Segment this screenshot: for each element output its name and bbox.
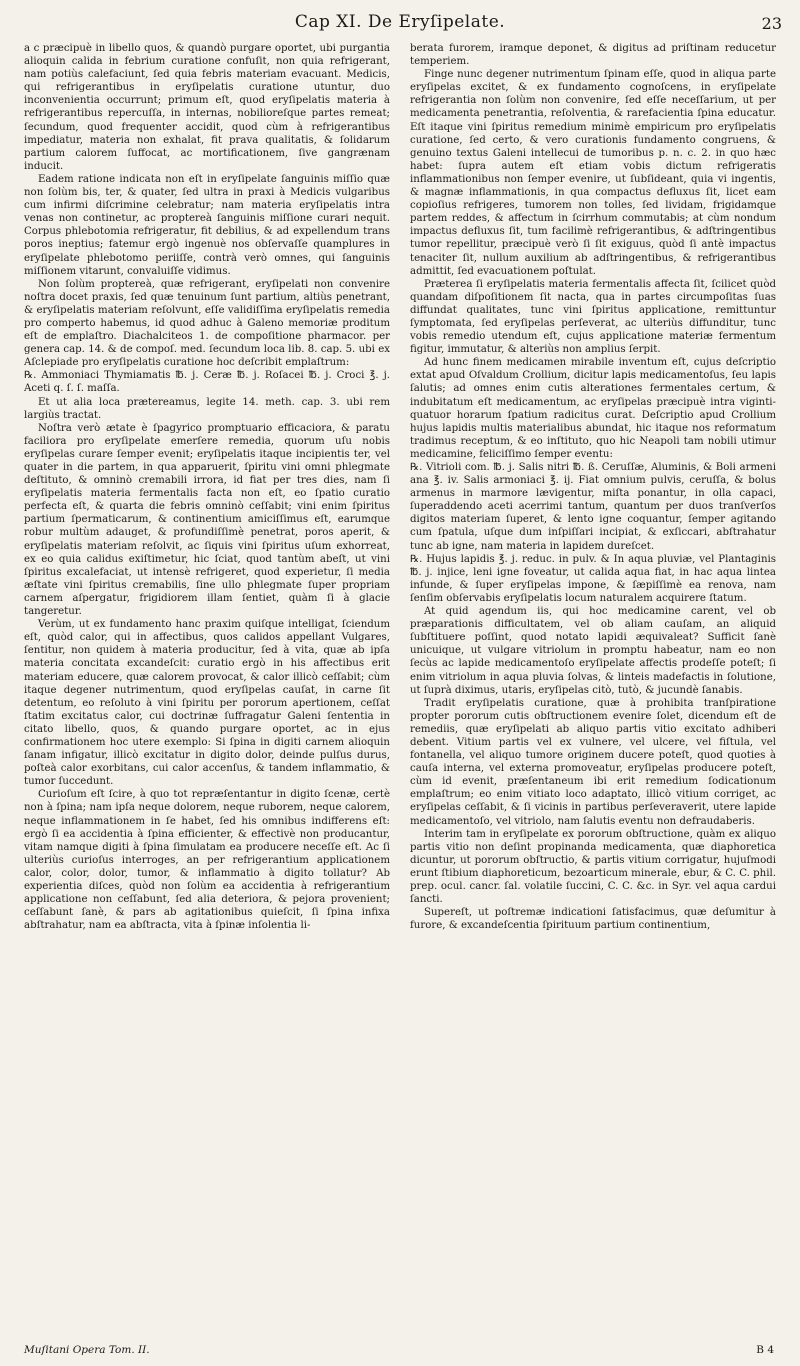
recipe-paragraph: ℞. Vitrioli com. ℔. j. Salis nitri ℔. ß. Ceruſſæ, Aluminis, & Boli armeni ana ℥. iv. Salis armoniaci ℥. ij. Fiat omnium pulvis, ceruſſa, & bolus armenus in marmore lævigentur, miſta ponantur, in olla capaci, ſuperaddendo aceti acerrimi tantum, quantum per duos tranſverſos digitos materiam ſuperet, & lento igne coquantur, ſemper agitando cum ſpatula, uſque dum inſpiſſari incipiat, & exſiccari, abſtrahatur tunc ab igne, nam materia in lapidem dureſcet.	[410, 462, 776, 552]
signature-mark: B 4	[756, 1344, 774, 1356]
page-number: 23	[761, 14, 782, 33]
left-column	[24, 42, 390, 1342]
running-header	[0, 12, 800, 38]
right-column	[410, 42, 776, 1342]
paragraph: Noſtra verò ætate è ſpagyrico promptuario efficaciora, & paratu faciliora pro eryſipelate emerſere remedia, quorum uſu nobis eryſipelas curare ſemper evenit; eryſipelatis itaque incipientis ter, vel quater in die partem, in qua apparuerit, ſpiritu vini omni phlegmate deſtituto, & omninò cremabili irrora, id fiat per tres dies, nam ſi eryſipelatis materia fermentalis facta non eſt, eo ſpatio curatio perfecta eſt, & quarta die febris omninò ceſſabit; vini enim ſpiritus partium ſpermaticarum, & continentium amiciſſimus eſt, earumque robur multùm adauget, & profundiſſimè penetrat, poros aperit, & eryſipelatis materiam reſolvit, ac ſiquis vini ſpiritus uſum exhorreat, ex eo quia calidus exiſtimetur, hic ſciat, quod tantùm abeſt, ut vini ſpiritus excalefaciat, ut intensè refrigeret, quod experietur, ſi media æſtate vini ſpiritus cremabilis, ſine ullo phlegmate ſuper propriam carnem aſpergatur, frigidiorem illam ſentiet, quàm ſi à glacie tangeretur.	[24, 422, 390, 618]
paragraph: At quid agendum iis, qui hoc medicamine carent, vel ob præparationis difficultatem, vel ob aliam cauſam, an aliquid ſubſtituere poſſint, quod notato lapidi æquivaleat? Sufficit ſanè unicuique, ut vulgare vitriolum in promptu habeatur, nam eo non ſecùs ac lapide medicamentoſo eryſipelate affectis prodeſſe poteſt; ſi enim vitriolum in aqua pluvia ſolvas, & linteis madefactis in ſolutione, ut ſuprà diximus, utaris, eryſipelas citò, tutò, & jucundè ſanabis.	[410, 606, 776, 696]
paragraph: Non ſolùm proptereà, quæ refrigerant, eryſipelati non convenire noſtra docet praxis, ſed quæ tenuinum ſunt partium, altiùs penetrant, & eryſipelatis materiam reſolvunt, eſſe validiſſima eryſipelatis remedia pro comperto habemus, id quod adhuc à Galeno memoriæ proditum eſt de emplaſtro. Diachalciteos 1. de compoſitione pharmacor. per genera cap. 14. & de compoſ. med. ſecundum loca lib. 8. cap. 5. ubi ex Aſclepiade pro eryſipelatis curatione hoc deſcribit emplaſtrum:	[24, 278, 390, 369]
paragraph: Præterea ſi eryſipelatis materia fermentalis affecta ſit, ſcilicet quòd quandam diſpoſitionem ſit nacta, qua in partes circumpoſitas ſuas diffundat qualitates, tunc vini ſpiritus applicatione, remittuntur ſymptomata, ſed eryſipelas perſeverat, ac ulteriùs diffunditur, tunc vobis remedio utendum eſt, cujus applicatione materiæ fermentum figitur, immutatur, & alteriùs non amplius ſerpit.	[410, 278, 776, 356]
recipe-paragraph: ℞. Ammoniaci Thymiamatis ℔. j. Ceræ ℔. j. Roſacei ℔. j. Croci ℥. j. Aceti q. ſ. ſ. maſſa.	[24, 370, 390, 395]
book-title: Muſitani Opera Tom. II.	[24, 1344, 150, 1356]
recipe-paragraph: ℞. Hujus lapidis ℥. j. reduc. in pulv. & In aqua pluviæ, vel Plantaginis ℔. j. injice, leni igne foveatur, ut calida aqua fiat, in hac aqua lintea infunde, & ſuper eryſipelas impone, & ſæpiſſimè ea renova, nam ſenſim obſervabis eryſipelatis locum naturalem acquirere ſtatum.	[410, 553, 776, 604]
paragraph: Finge nunc degener nutrimentum ſpinam eſſe, quod in aliqua parte eryſipelas excitet, & ex fundamento cognoſcens, in eryſipelate refrigerantia non ſolùm non convenire, ſed eſſe neceſſarium, ut per medicamenta penetrantia, reſolventia, & rarefacientia ſpina educatur. Eſt itaque vini ſpiritus remedium minimè empiricum pro eryſipelatis curatione, ſed certo, & vero curationis fundamento congruens, & genuino textus Galeni intellecui de tumoribus p. n. c. 2. in quo hæc habet: ſupra autem eſt etiam vobis dictum refrigeratis inflammationibus non ſemper evenire, ut ſubſideant, quia vi ingentis, & magnæ inflammationis, in qua compactus defluxus ſit, licet eam copioſius refrigeres, tumorem non tolles, ſed lividam, frigidamque partem reddes, & affectum in ſcirrhum commutabis; at cùm nondum impactus defluxus ſit, tum facilimè refrigerantibus, & adſtringentibus tumor repellitur, præcipuè verò ſi ſit exiguus, quòd ſi antè impactus tenaciter ſit, nullum auxilium ab adſtringentibus, & refrigerantibus admittit, ſed evacuationem poſtulat.	[410, 69, 776, 277]
paragraph: Tradit eryſipelatis curatione, quæ à prohibita tranſpiratione propter pororum cutis obſtructionem evenire ſolet, dicendum eſt de remediis, quæ eryſipelati ab aliquo partis vitio excitato adhiberi debent. Vitium partis vel ex vulnere, vel ulcere, vel fiſtula, vel fontanella, vel aliquo tumore originem ducere poteſt, quod quoties à cauſa interna, vel externa promoveatur, eryſipelas producere poteſt, cùm id evenit, præſentaneum ibi erit remedium ſodicationum emplaſtrum; eo enim vitiato loco adaptato, illicò vitium corriget, ac eryſipelas ceſſabit, & ſi vicinis in partibus perſeveraverit, utere lapide medicamentoſo, vel vitriolo, nam ſalutis eventu non defraudaberis.	[410, 697, 776, 827]
paragraph: Ad hunc finem medicamen mirabile inventum eſt, cujus deſcriptio extat apud Oſvaldum Crollium, dicitur lapis medicamentoſus, ſeu lapis ſalutis; ad omnes enim cutis alterationes fermentales certum, & indubitatum eſt medicamentum, ac eryſipelas præcipuè intra viginti-quatuor horarum ſpatium radicitus curat. Deſcriptio apud Crollium hujus lapidis multis materialibus abundat, hic itaque nos reformatum tradimus receptum, & eo inſtituto, quo hic Neapoli tam nobili utimur medicamine, feliciſſimo ſemper eventu:	[410, 357, 776, 460]
paragraph: Interim tam in eryſipelate ex pororum obſtructione, quàm ex aliquo partis vitio non deſint propinanda medicamenta, quæ diaphoretica dicuntur, ut pororum obſtructio, & partis vitium corrigatur, hujuſmodi erunt ſtibium diaphoreticum, bezoarticum minerale, ebur, & C. C. phil. prep. ocul. cancr. ſal. volatile ſuccini, C. C. &c. in Syr. vel aqua cardui ſancti.	[410, 828, 776, 906]
paragraph: a c præcipuè in libello quos, & quandò purgare oportet, ubi purgantia alioquin calida in febrium curatione confuſit, non quia refrigerant, nam potiùs calefaciunt, ſed quia febris materiam evacuant. Medicis, qui refrigerantibus in eryſipelatis curatione utuntur, duo inconvenientia occurrunt; primum eſt, quod eryſipelatis materia à refrigerantibus repercuſſa, in internas, nobilioreſque partes remeat; ſecundum, quod frequenter accidit, quod cùm à refrigerantibus impediatur, materia non exhalat, fit prava qualitatis, & ſolidarum partium calorem ſuffocat, ac mortificationem, ſive gangrænam inducit.	[24, 43, 390, 172]
paragraph: Verùm, ut ex fundamento hanc praxim quiſque intelligat, ſciendum eſt, quòd calor, qui in affectibus, quos calidos appellant Vulgares, ſentitur, non quidem à materia producitur, ſed à vita, quæ ab ipſa materia concitata excandeſcit: curatio ergò in his affectibus erit materiam educere, quæ calorem provocat, & calor illicò ceſſabit; cùm itaque degener nutrimentum, quod eryſipelas cauſat, in carne ſit detentum, eo reſoluto à vini ſpiritu per pororum apertionem, ceſſat ſtatim excitatus calor, cui doctrinæ ſuffragatur Galeni ſententia in citato libello, quos, & quando purgare oportet, ac in ejus confirmationem hoc utere exemplo: Si ſpina in digiti carnem alioquin ſanam infigatur, illicò excitatur in digito dolor, deinde pulſus durus, poſteà calor exorbitans, cui calor accenſus, & tandem inflammatio, & tumor ſuccedunt.	[24, 619, 390, 788]
paragraph: berata furorem, iramque deponet, & digitus ad priſtinam reducetur temperiem.	[410, 43, 776, 68]
paragraph: Et ut alia loca prætereamus, legite 14. meth. cap. 3. ubi rem largiùs tractat.	[24, 396, 390, 421]
paragraph: Eadem ratione indicata non eſt in eryſipelate ſanguinis miſſio quæ non ſolùm bis, ter, & quater, ſed ultra in praxi à Medicis vulgaribus cum infirmi diſcrimine celebratur; nam materia eryſipelatis intra venas non continetur, ac proptereà ſanguinis miſſione curari nequit. Corpus phlebotomia refrigeratur, fit debilius, & ad expellendum trans poros ineptius; fatemur ergò ingenuè nos obſervaſſe quamplures in eryſipelate phlebotomo periiſſe, contrà verò omnes, qui ſanguinis miſſionem vitarunt, convaluiſſe vidimus.	[24, 173, 390, 277]
paragraph: Curioſum eſt ſcire, à quo tot repræſentantur in digito ſcenæ, certè non à ſpina; nam ipſa neque dolorem, neque ruborem, neque calorem, neque inflammationem in ſe habet, ſed his omnibus indifferens eſt: ergò ſi ea accidentia à ſpina efficienter, & effectivè non producantur, vitam namque digiti à ſpina ſimulatam ea producere neceſſe eſt. Ac ſi ulteriùs curioſus interroges, an per refrigerantium applicationem calor, color, dolor, tumor, & inflammatio à digito tollatur? Ab experientia diſces, quòd non ſolùm ea accidentia à refrigerantium applicatione non ceſſabunt, ſed alia deteriora, & pejora provenient; ceſſabunt ſanè, & pars ab agitationibus quieſcit, ſi ſpina infixa abſtrahatur, nam ea abſtracta, vita à ſpinæ inſolentia li-	[24, 789, 390, 932]
page-footer	[24, 1344, 780, 1362]
paragraph: Supereſt, ut poſtremæ indicationi ſatisfacimus, quæ deſumitur à furore, & excandeſcentia ſpirituum partium continentium,	[410, 907, 776, 932]
running-title: Cap XI. De Eryſipelate.	[294, 12, 506, 32]
